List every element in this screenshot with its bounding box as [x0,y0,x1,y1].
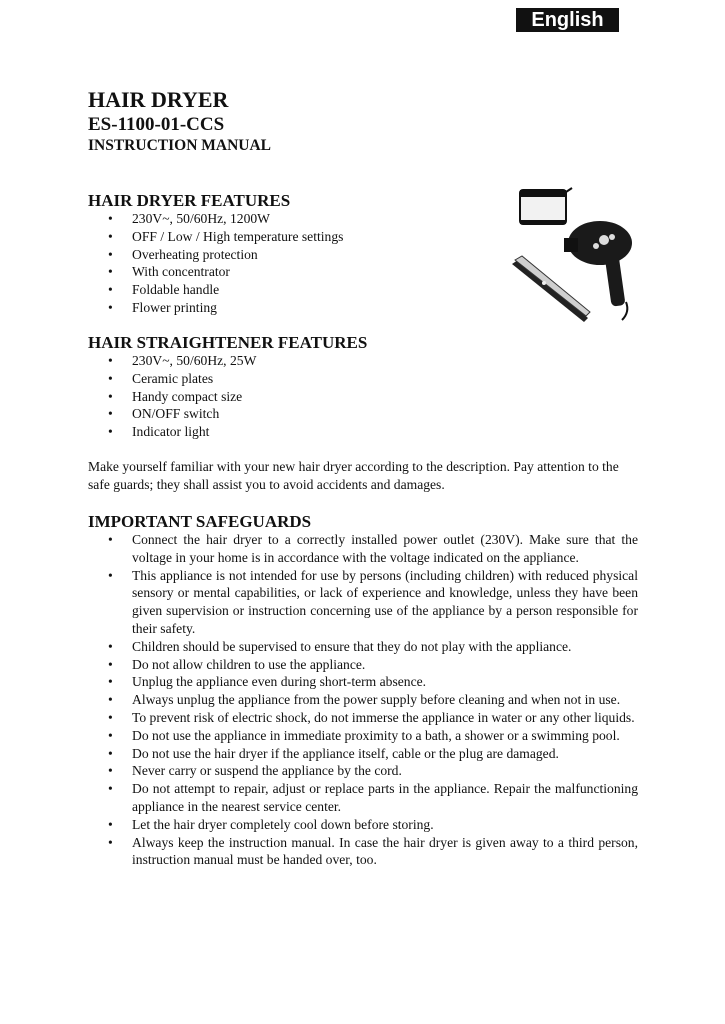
list-item: • Unplug the appliance even during short-term absence. [108,673,638,691]
list-item: • Let the hair dryer completely cool down before storing. [108,816,638,834]
hair-straightener-image [512,256,590,322]
document-type: INSTRUCTION MANUAL [88,137,272,154]
list-item: • Connect the hair dryer to a correctly installed power outlet (230V). Make sure that the voltage in your home is in accordance with the voltage indicated on the appliance. [108,531,638,567]
model-number: ES-1100-01-CCS [88,114,225,135]
safeguards-list [108,531,638,869]
list-item: • Do not allow children to use the appliance. [108,656,638,674]
list-item: • To prevent risk of electric shock, do not immerse the appliance in water or any other liquids. [108,709,638,727]
list-item: • Never carry or suspend the appliance by the cord. [108,762,638,780]
list-item: • ON/OFF switch [108,405,488,423]
list-item: • Flower printing [108,299,488,317]
list-item: • Children should be supervised to ensure that they do not play with the appliance. [108,638,638,656]
list-item: • Do not use the appliance in immediate proximity to a bath, a shower or a swimming pool. [108,727,638,745]
list-item: • Do not attempt to repair, adjust or replace parts in the appliance. Repair the malfunctioning appliance in the nearest service center. [108,780,638,816]
straightener-features-list [108,352,488,441]
straightener-heading: HAIR STRAIGHTENER FEATURES [88,333,368,352]
list-item: • Foldable handle [108,281,488,299]
list-item: • Indicator light [108,423,488,441]
language-badge: English [516,8,619,32]
list-item: • 230V~, 50/60Hz, 25W [108,352,488,370]
safeguards-heading: IMPORTANT SAFEGUARDS [88,512,312,531]
page-title: HAIR DRYER [88,87,229,112]
list-item: • Always unplug the appliance from the power supply before cleaning and when not in use. [108,691,638,709]
intro-paragraph: Make yourself familiar with your new hair dryer according to the description. Pay attention to the safe guards; they shall assist you to avoid accidents and damages. [88,459,619,492]
list-item: • Always keep the instruction manual. In case the hair dryer is given away to a third person, instruction manual must be handed over, too. [108,834,638,870]
list-item: • Overheating protection [108,246,488,264]
list-item: • Ceramic plates [108,370,488,388]
list-item: • 230V~, 50/60Hz, 1200W [108,210,488,228]
list-item: • Handy compact size [108,388,488,406]
travel-pouch-image [520,188,572,224]
product-photo [500,180,650,330]
features-heading: HAIR DRYER FEATURES [88,191,291,210]
features-list [108,210,488,317]
list-item: • OFF / Low / High temperature settings [108,228,488,246]
list-item: • This appliance is not intended for use by persons (including children) with reduced physical sensory or mental capabilities, or lack of experience and knowledge, unless they have been given supervision or instruction concerning use of the appliance by a person responsible for their safety. [108,567,638,638]
list-item: • Do not use the hair dryer if the appliance itself, cable or the plug are damaged. [108,745,638,763]
list-item: • With concentrator [108,263,488,281]
